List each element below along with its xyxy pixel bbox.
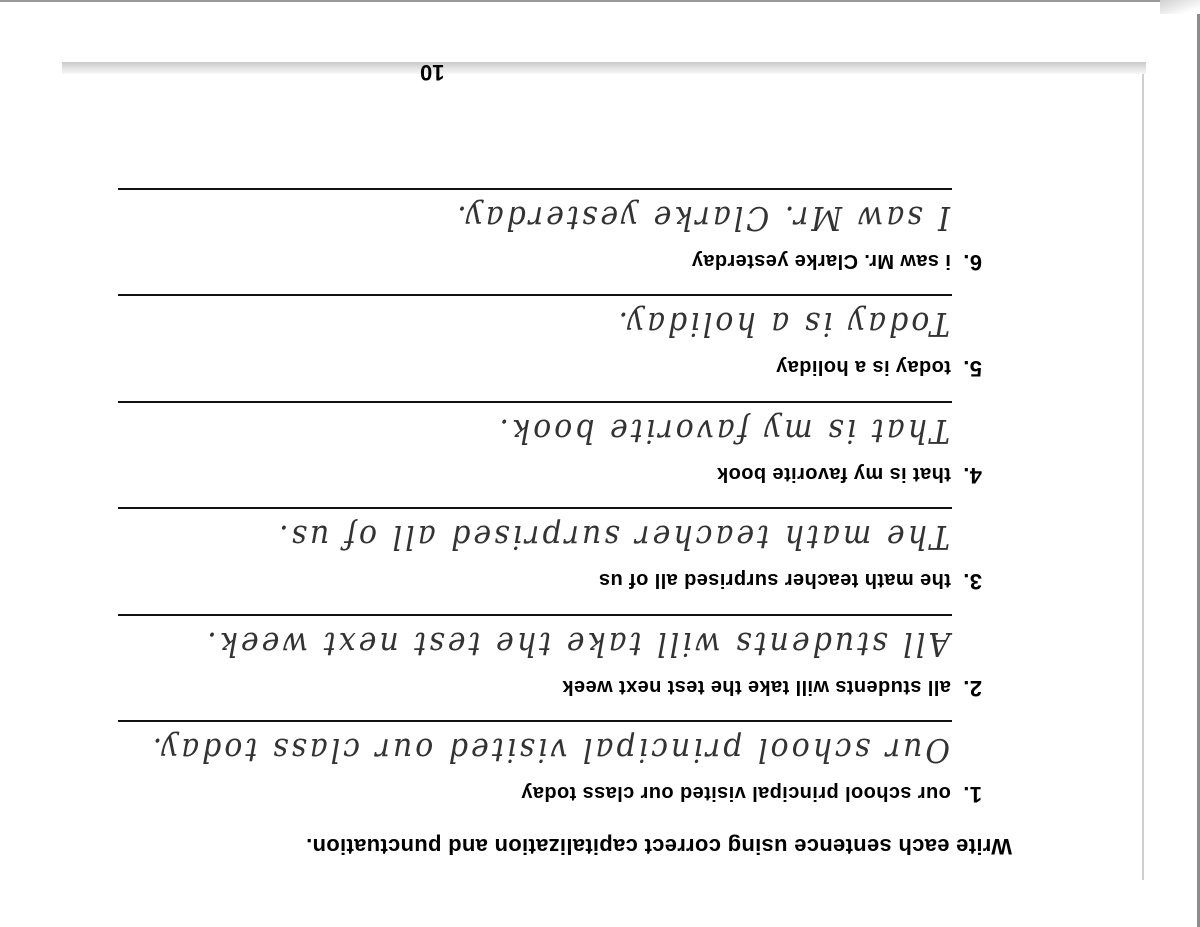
handwritten-answer: That is my favorite book.	[496, 411, 950, 450]
exercise-prompt	[521, 781, 982, 807]
exercise-number: 1.	[962, 782, 982, 807]
exercise-text: i saw Mr. Clarke yesterday	[691, 250, 951, 272]
handwritten-answer: I saw Mr. Clarke yesterday.	[454, 198, 950, 237]
page-number-fragment: 10	[420, 60, 445, 85]
exercise-number: 6.	[962, 250, 982, 275]
handwritten-answer: The math teacher surprised all of us.	[276, 517, 950, 556]
exercise-prompt	[599, 568, 982, 594]
answer-line	[118, 188, 952, 190]
handwritten-answer: Today is a holiday.	[615, 304, 950, 343]
handwritten-answer: Our school principal visited our class today.	[149, 730, 950, 769]
answer-line	[118, 401, 952, 403]
handwritten-answer: All students will take the test next week.	[204, 624, 950, 663]
exercise-prompt	[562, 675, 982, 701]
answer-line	[118, 614, 952, 616]
exercise-number: 2.	[962, 676, 982, 701]
exercise-text: our school principal visited our class today	[520, 782, 951, 804]
exercise-prompt	[691, 249, 982, 275]
exercise-text: that is my favorite book	[716, 463, 951, 485]
answer-line	[118, 720, 952, 722]
answer-line	[118, 507, 952, 509]
exercise-number: 5.	[962, 356, 982, 381]
worksheet-instructions: Write each sentence using correct capitalization and punctuation.	[305, 834, 1012, 859]
exercise-number: 3.	[962, 569, 982, 594]
exercise-number: 4.	[962, 463, 982, 488]
exercise-text: all students will take the test next week	[562, 676, 951, 698]
exercise-prompt	[776, 355, 982, 381]
answer-line	[118, 294, 952, 296]
exercise-prompt	[717, 462, 982, 488]
exercise-text: the math teacher surprised all of us	[598, 569, 951, 591]
exercise-text: today is a holiday	[775, 356, 951, 378]
